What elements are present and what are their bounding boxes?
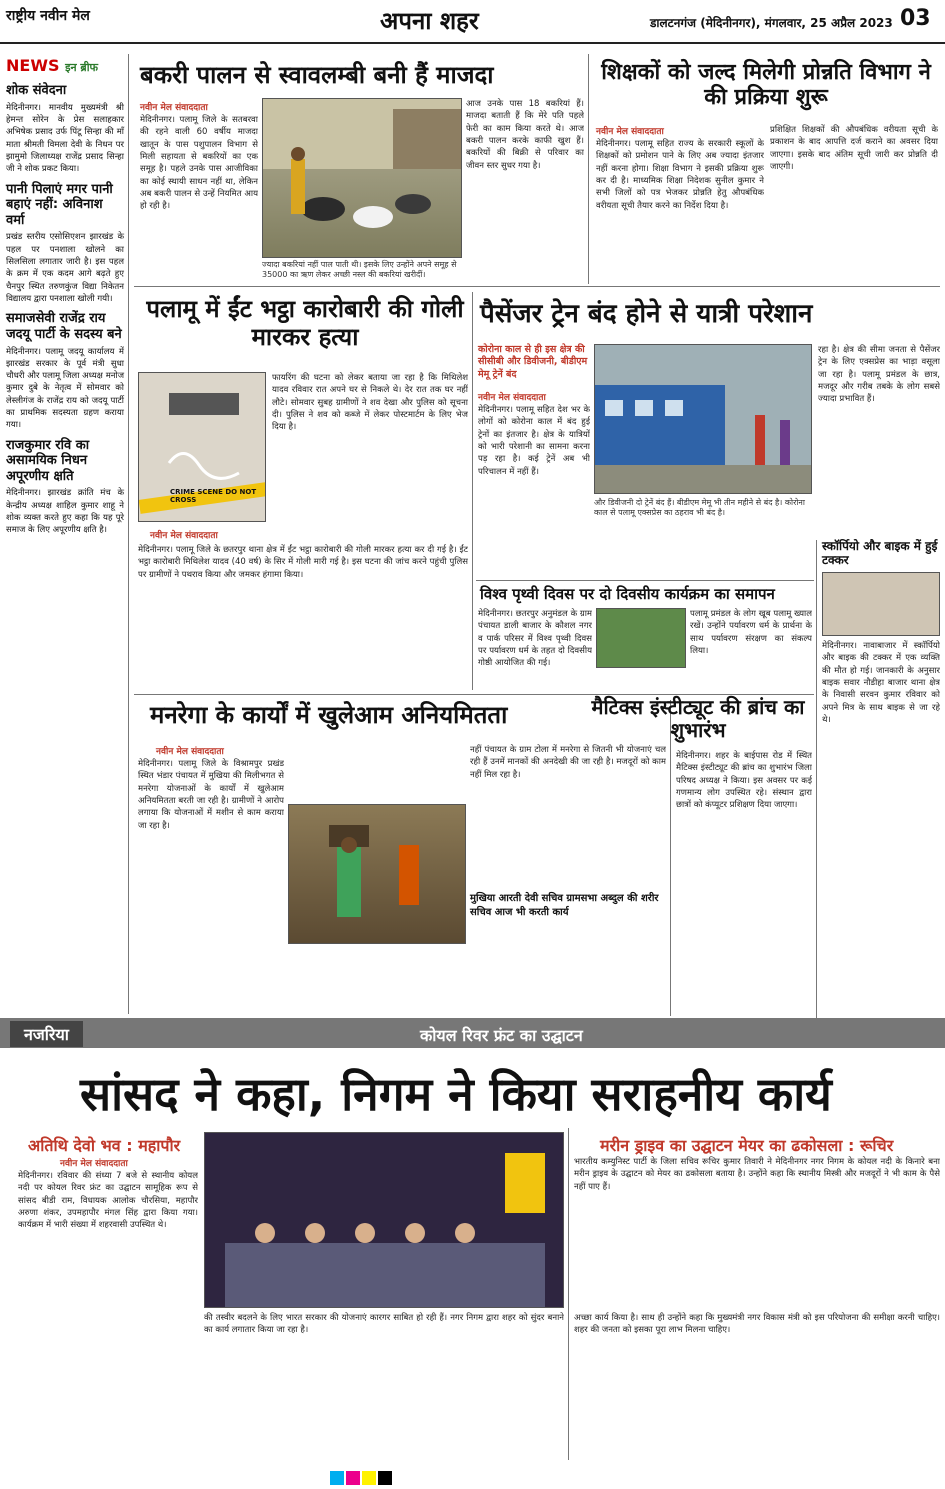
goats-illustration	[263, 99, 462, 258]
column-divider	[816, 540, 817, 1018]
story-body-continued: पलामू प्रमंडल के लोग खूब पलामू ख्याल रखें। उन्होंने पर्यावरण धर्म के प्रार्थना के साथ पर्यावरण संरक्षण का संकल्प लिया।	[690, 609, 812, 656]
story-body-continued: रहा है। क्षेत्र की सीमा जनता से पैसेंजर ट्रेन के लिए एक्सप्रेस का भाड़ा वसूला जा रहा है। पलामू प्रमंडल के छात्र, मजदूर और गरीब तबके के लोग सबसे ज्यादा प्रभावित हैं।	[818, 345, 940, 405]
story-body: मेदिनीनगर। पलामू जिले के विश्रामपुर प्रखंड स्थित भंडार पंचायत में मुखिया की मिलीभगत से मनरेगा योजनाओं के कार्यों में खुलेआम अनियमितता बरती जा रही है। ग्रामीणों ने आरोप लगाया कि योजनाओं में मशीन से काम कराया जा रहा है।	[138, 759, 284, 831]
story-kicker: कोरोना काल से ही इस क्षेत्र की सीसीबी और डिवीजनी, बीडीएम मेमू ट्रेनें बंद	[478, 344, 588, 380]
dateline: डालटनगंज (मेदिनीनगर), मंगलवार, 25 अप्रैल 2023	[650, 16, 893, 30]
brief-body: मेदिनीनगर। पलामू जदयू कार्यालय में झारखंड सरकार के पूर्व मंत्री सुधा चौधरी और पलामू जिला अध्यक्ष मनोज कुमार दुबे के नेतृत्व में सोमवार को लेस्लीगंज के राजेंद्र राय को जदयू पार्टी का प्राथमिक सदस्यता ग्रहण कराया गया।	[6, 346, 124, 431]
byline: नवीन मेल संवाददाता	[478, 393, 546, 403]
story-headline: पैसेंजर ट्रेन बंद होने से यात्री परेशान	[480, 299, 813, 329]
page-number: 03	[900, 6, 931, 31]
story-body-continued: नहीं पंचायत के ग्राम टोला में मनरेगा से जितनी भी योजनाएं चल रही हैं उनमें मानकों की अनदेखी की जा रही है। मजदूरों को काम नहीं मिल रहा है।	[470, 745, 666, 780]
riverfront-event-photo	[204, 1132, 564, 1308]
story-body-continued: फायरिंग की घटना को लेकर बताया जा रहा है कि मिथिलेश यादव रविवार रात अपने घर से निकले थे। देर रात तक घर नहीं लौटे। सोमवार सुबह ग्रामीणों ने शव देखा और पुलिस को सूचना दी। पुलिस ने शव को कब्जे में लेकर पोस्टमार्टम के लिए भेज दिया है।	[272, 373, 468, 433]
photo-caption: और डिवीजनी दो ट्रेनें बंद हैं। बीडीएम मेमू भी तीन महीने से बंद है। कोरोना काल से पलामू एक्सप्रेस का ठहराव भी बंद है।	[594, 498, 805, 518]
story-headline: मनरेगा के कार्यों में खुलेआम अनियमितता	[150, 701, 508, 729]
byline: नवीन मेल संवाददाता	[596, 127, 664, 137]
story-body: मेदिनीनगर। पलामू सहित देश भर के लोगों को कोरोना काल में बंद हुई ट्रेनों का इंतजार है। क्षेत्र के यात्रियों को भारी परेशानी का सामना करना पड़ रहा है। कई ट्रेनें अब भी परिचालन में नहीं हैं।	[478, 405, 590, 477]
story-body-continued: आज उनके पास 18 बकरियां हैं। माजदा बताती हैं कि मेरे पति पहले फेरी का काम किया करते थे। आज बकरी पालन करके काफी खुश हैं। बकरियों की बिक्री से परिवार का जीवन स्तर सुधर गया है।	[466, 99, 584, 171]
story-headline: शिक्षकों को जल्द मिलेगी प्रोन्नति विभाग ने की प्रक्रिया शुरू	[601, 60, 931, 111]
section-divider	[134, 286, 940, 287]
news-tag: NEWS इन ब्रीफ	[6, 56, 99, 75]
story-body: मेदिनीनगर। रविवार की संध्या 7 बजे से स्थानीय कोयल नदी पर कोयल रिवर फ्रंट का उद्घाटन सामूहिक रूप से सांसद बीडी राम, विधायक आलोक चौरसिया, महापौर अरुणा शंकर, उपमहापौर मंगल सिंह द्वारा किया गया। कार्यक्रम में भारी संख्या में शहरवासी उपस्थित थे।	[18, 1171, 198, 1231]
story-body: भारतीय कम्युनिस्ट पार्टी के जिला सचिव रूचिर कुमार तिवारी ने मेदिनीनगर नगर निगम के कोयल नदी के किनारे बना मरीन ड्राइव के उद्घाटन को मेयर का ढकोसला बताया है। उन्होंने कहा कि स्थानीय मिस्त्री और मजदूरों ने भी काम के पैसे नहीं पाए हैं।	[574, 1157, 940, 1192]
column-divider	[588, 54, 589, 284]
color-registration-bar	[330, 1470, 394, 1489]
brief-body: प्रखंड स्तरीय एसोसिएशन झारखंड के पहल पर पनशाला खोलने का सिलसिला लगातार जारी है। इस पहल के क्रम में एक कदम आगे बढ़ते हुए चैनपुर स्थित तरुणकुंज विद्या निकेतन विद्यालय द्वारा पनशाला खोली गयी।	[6, 232, 124, 304]
masthead	[0, 0, 945, 44]
byline: नवीन मेल संवाददाता	[60, 1159, 128, 1169]
accident-victim-photo	[822, 572, 940, 636]
train-station-photo	[594, 344, 812, 494]
story-headline: मरीन ड्राइव का उद्घाटन मेयर का ढकोसला : रूचिर	[600, 1136, 894, 1155]
story-body: मेदिनीनगर। छतरपुर अनुमंडल के ग्राम पंचायत डाली बाजार के कौशल नगर व पार्क परिसर में विश्व पृथ्वी दिवस पर पर्यावरण धर्म के तहत दो दिवसीय गोष्ठी आयोजित की गई।	[478, 609, 592, 669]
brief-body: मेदिनीनगर। मानवीय मुख्यमंत्री श्री हेमन्त सोरेन के प्रेस सलाहकार अभिषेक प्रसाद उर्फ पिंटू सिन्हा की माँ माता श्रीमती विमला देवी के निधन पर झामुमो जिलाध्यक्ष राजेंद्र प्रसाद सिन्हा जी ने शोक प्रकट किया।	[6, 102, 124, 175]
byline: नवीन मेल संवाददाता	[156, 747, 224, 757]
section-title: अपना शहर	[380, 7, 479, 35]
story-headline: बकरी पालन से स्वावलम्बी बनी हैं माजदा	[140, 61, 494, 89]
news-in-brief-column	[6, 54, 124, 1014]
byline: नवीन मेल संवाददाता	[150, 531, 218, 541]
pull-quote: मुखिया आरती देवी सचिव ग्रामसभा अब्दुल की शरीर सचिव आज भी करती कार्य	[470, 893, 659, 918]
mgnrega-workers-photo	[288, 804, 466, 944]
brief-headline: समाजसेवी राजेंद्र राय जदयू पार्टी के सदस्य बने	[6, 311, 122, 342]
goat-farming-photo	[262, 98, 462, 258]
story-body: मेदिनीनगर। पलामू सहित राज्य के सरकारी स्कूलों के शिक्षकों को प्रमोशन पाने के लिए अब ज्यादा इंतजार नहीं करना होगा। शिक्षा विभाग ने इसकी प्रक्रिया शुरू कर दी है। माध्यमिक शिक्षा निदेशक सुनील कुमार ने सभी जिलों को पत्र भेजकर प्रोन्नति हेतु औपबंधिक वरीयता सूची तैयार करने का निर्देश दिया है।	[596, 139, 764, 211]
column-divider	[568, 1128, 569, 1460]
lead-headline: सांसद ने कहा, निगम ने किया सराहनीय कार्य	[80, 1067, 832, 1121]
byline: नवीन मेल संवाददाता	[140, 103, 208, 113]
brief-headline: शोक संवेदना	[6, 83, 67, 99]
nazariya-kicker: कोयल रिवर फ्रंट का उद्घाटन	[420, 1026, 583, 1045]
story-body: मेदिनीनगर। शहर के बाईपास रोड में स्थित मैटिक्स इंस्टीट्यूट की ब्रांच का शुभारंभ जिला परिषद अध्यक्ष ने किया। इस अवसर पर कई गणमान्य लोग उपस्थित रहे। संस्थान द्वारा छात्रों को कंप्यूटर प्रशिक्षण दिया जाएगा।	[676, 751, 812, 811]
story-body: मेदिनीनगर। पलामू जिले के छतरपुर थाना क्षेत्र में ईंट भट्ठा कारोबारी की गोली मारकर हत्या कर दी गई है। ईंट भट्ठा कारोबारी मिथिलेश यादव (40 वर्ष) के सिर में गोली मारी गई है। इस घटना की जांच करने पहुंची पुलिस पर ग्रामीणों ने पथराव किया और जमकर हंगामा किया।	[138, 545, 468, 580]
story-body: मेदिनीनगर। नावाबाजार में स्कॉर्पियो और बाइक की टक्कर में एक व्यक्ति की मौत हो गई। जानकारी के अनुसार बाइक सवार नौडीहा बाजार थाना क्षेत्र के निवासी सरवन कुमार रविवार को अपने मित्र के साथ बाइक से जा रहे थे।	[822, 641, 940, 725]
column-divider	[472, 292, 473, 690]
stage-audience-illustration	[205, 1133, 564, 1308]
photo-caption: ज्यादा बकरियां नहीं पाल पाती थी। इसके लिए उन्होंने अपने समूह से 35000 का ऋण लेकर अच्छी नस्ल की बकरियां खरीदीं।	[262, 260, 457, 280]
column-divider	[670, 700, 671, 1016]
crime-tape-text: CRIME SCENE DO NOT CROSS	[170, 488, 257, 504]
newspaper-logo: राष्ट्रीय नवीन मेल	[6, 8, 90, 24]
story-headline: मैटिक्स इंस्टीट्यूट की ब्रांच का शुभारंभ	[591, 695, 805, 742]
story-body-continued: की तस्वीर बदलने के लिए भारत सरकार की योजनाएं कारगर साबित हो रही हैं। नगर निगम द्वारा शहर को सुंदर बनाने का कार्य लगातार किया जा रहा है।	[204, 1313, 564, 1336]
train-illustration	[595, 345, 812, 494]
brief-body: मेदिनीनगर। झारखंड क्रांति मंच के केन्द्रीय अध्यक्ष शाहिल कुमार शाहू ने शोक व्यक्त करते हुए कहा कि यह पूरे समाज के लिए अपूरणीय क्षति है।	[6, 488, 124, 536]
brief-headline: राजकुमार रवि का असामयिक निधन अपूरणीय क्षति	[6, 437, 90, 484]
story-headline: अतिथि देवो भव : महापौर	[28, 1136, 181, 1155]
story-body-continued: प्रशिक्षित शिक्षकों की औपबंधिक वरीयता सूची के प्रकाशन के बाद आपत्ति दर्ज कराने का अवसर दिया जाएगा। इसके बाद अंतिम सूची जारी कर प्रोन्नति दी जाएगी।	[770, 125, 938, 172]
earth-day-photo	[596, 608, 686, 668]
workers-illustration	[289, 805, 466, 944]
column-divider	[128, 54, 129, 1014]
nazariya-label: नजरिया	[10, 1021, 83, 1047]
story-headline: विश्व पृथ्वी दिवस पर दो दिवसीय कार्यक्रम का समापन	[480, 585, 775, 603]
section-divider	[476, 580, 814, 581]
story-body-continued: अच्छा कार्य किया है। साथ ही उन्होंने कहा कि मुख्यमंत्री नगर विकास मंत्री को इस परियोजना की समीक्षा करनी चाहिए। शहर की जनता को इसका पूरा लाभ मिलना चाहिए।	[574, 1313, 940, 1336]
story-body: मेदिनीनगर। पलामू जिले के सतबरवा की रहने वाली 60 वर्षीय माजदा खातून के पास पशुपालन विभाग से मिली सहायता से बकरियों का एक समूह है। पहले उनके पास आजीविका का कोई स्थायी साधन नहीं था, लेकिन अब बकरी पालन से उन्हें नियमित आय हो रही है।	[140, 115, 258, 212]
story-headline: स्कॉर्पियो और बाइक में हुई टक्कर	[822, 539, 938, 567]
brief-headline: पानी पिलाएं मगर पानी बहाएं नहीं: अविनाश वर्मा	[6, 181, 113, 228]
story-headline: पलामू में ईंट भट्ठा कारोबारी की गोली मारकर हत्या	[146, 295, 464, 351]
